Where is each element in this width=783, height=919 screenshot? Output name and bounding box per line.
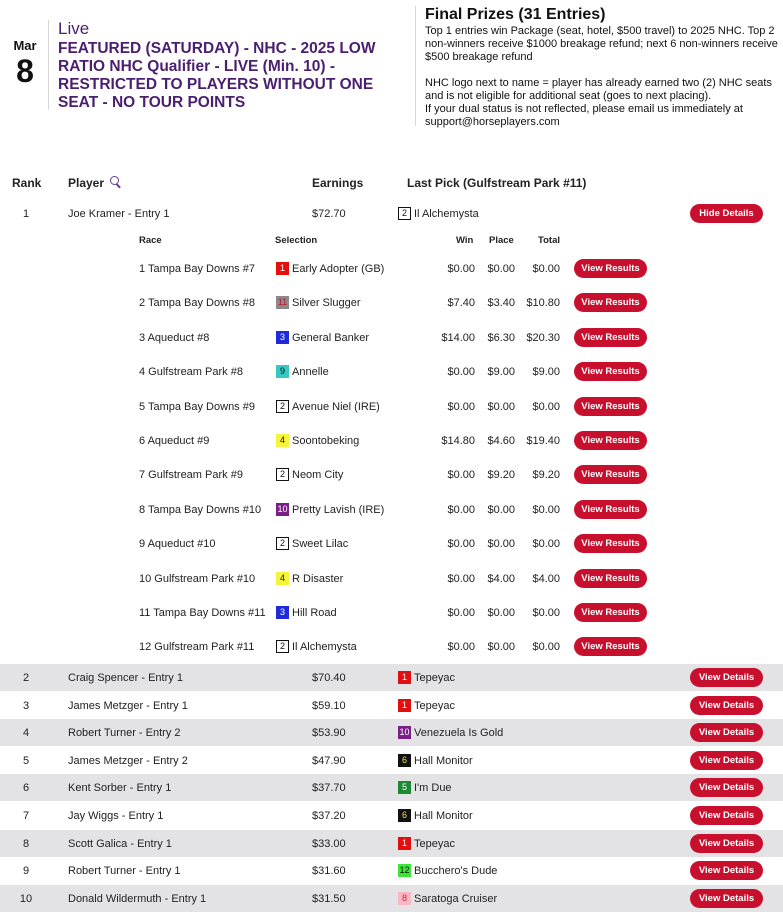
race-name: 4 Gulfstream Park #8	[139, 366, 243, 378]
horse-name: Annelle	[292, 365, 329, 378]
player-name: Robert Turner - Entry 1	[68, 865, 181, 877]
view-results-button[interactable]: View Results	[574, 603, 647, 622]
win-amount: $0.00	[447, 469, 475, 481]
view-results-button[interactable]: View Results	[574, 293, 647, 312]
player-name: Craig Spencer - Entry 1	[68, 672, 183, 684]
race-name: 9 Aqueduct #10	[139, 538, 216, 550]
horse-name: Saratoga Cruiser	[414, 892, 498, 905]
total-amount: $0.00	[532, 641, 560, 653]
win-amount: $14.00	[441, 332, 475, 344]
prizes-description: Top 1 entries win Package (seat, hotel, $500 travel) to 2025 NHC. Top 2 non-winners receive $1000 breakage refund; next 6 non-winners receive $500 breakage refund	[425, 25, 778, 63]
horse-name: General Banker	[292, 331, 370, 344]
horse-name: Tepeyac	[414, 671, 455, 684]
last-pick-cell	[398, 892, 497, 905]
win-amount: $0.00	[447, 573, 475, 585]
race-row	[0, 396, 783, 418]
race-name: 8 Tampa Bay Downs #10	[139, 504, 262, 516]
place-amount: $0.00	[487, 607, 515, 619]
race-name: 11 Tampa Bay Downs #11	[139, 607, 266, 619]
earnings-cell: $33.00	[312, 838, 346, 850]
view-details-button[interactable]: View Details	[690, 668, 763, 687]
last-pick-cell	[398, 699, 455, 712]
total-amount: $20.30	[526, 332, 560, 344]
event-status: Live	[58, 19, 90, 38]
rank-header: Rank	[12, 176, 42, 190]
race-name: 3 Aqueduct #8	[139, 332, 210, 344]
race-name: 1 Tampa Bay Downs #7	[139, 263, 255, 275]
race-name: 7 Gulfstream Park #9	[139, 469, 243, 481]
rank-cell: 8	[22, 838, 30, 850]
total-amount: $9.00	[532, 366, 560, 378]
leaderboard-header	[0, 176, 783, 192]
saddle-cloth-number: 5	[398, 781, 411, 794]
rank-cell: 7	[22, 810, 30, 822]
saddle-cloth-number: 3	[276, 606, 289, 619]
horse-name: Tepeyac	[414, 837, 455, 850]
race-name: 6 Aqueduct #9	[139, 435, 210, 447]
prizes-panel	[425, 6, 780, 129]
race-row	[0, 602, 783, 624]
horse-name: Soontobeking	[292, 434, 360, 447]
place-amount: $9.00	[487, 366, 515, 378]
horse-name: Neom City	[292, 468, 344, 481]
total-amount: $0.00	[532, 538, 560, 550]
earnings-header: Earnings	[312, 176, 364, 190]
table-row	[0, 203, 783, 225]
dual-status-note: If your dual status is not reflected, please email us immediately at support@horseplayers.com	[425, 103, 743, 128]
view-results-button[interactable]: View Results	[574, 431, 647, 450]
saddle-cloth-number: 6	[398, 809, 411, 822]
saddle-cloth-number: 6	[398, 754, 411, 767]
player-name: James Metzger - Entry 2	[68, 755, 188, 767]
event-title: FEATURED (SATURDAY) - NHC - 2025 LOW RATIO NHC Qualifier - LIVE (Min. 10) - RESTRICTED TO PLAYERS WITHOUT ONE SEAT - NO TOUR POINTS	[58, 40, 376, 111]
horse-name: Sweet Lilac	[292, 537, 349, 550]
saddle-cloth-number: 2	[276, 400, 289, 413]
table-row	[0, 692, 783, 719]
view-details-button[interactable]: View Details	[690, 778, 763, 797]
selection-cell	[276, 296, 360, 309]
nhc-logo-note: NHC logo next to name = player has already earned two (2) NHC seats and is not eligible for additional seat (goes to next placing).	[425, 77, 772, 102]
view-details-button[interactable]: View Details	[690, 806, 763, 825]
prizes-title: Final Prizes (31 Entries)	[425, 6, 606, 23]
win-amount: $0.00	[447, 401, 475, 413]
rank-cell: 5	[22, 755, 30, 767]
saddle-cloth-number: 1	[398, 699, 411, 712]
win-header: Win	[456, 235, 474, 246]
player-header	[68, 176, 104, 190]
total-amount: $0.00	[532, 263, 560, 275]
table-row	[0, 719, 783, 746]
rank-cell: 9	[22, 865, 30, 877]
win-amount: $14.80	[441, 435, 475, 447]
view-results-button[interactable]: View Results	[574, 500, 647, 519]
selection-cell	[276, 400, 380, 413]
horse-name: Pretty Lavish (IRE)	[292, 503, 385, 516]
header-divider	[48, 20, 49, 110]
race-name: 10 Gulfstream Park #10	[139, 573, 256, 585]
view-results-button[interactable]: View Results	[574, 328, 647, 347]
race-row	[0, 292, 783, 314]
event-date	[8, 38, 42, 87]
earnings-cell: $72.70	[312, 208, 346, 220]
view-details-button[interactable]: View Details	[690, 834, 763, 853]
view-details-button[interactable]: View Details	[690, 696, 763, 715]
total-amount: $0.00	[532, 607, 560, 619]
place-amount: $9.20	[487, 469, 515, 481]
event-day: 8	[16, 53, 34, 89]
earnings-cell: $31.50	[312, 893, 346, 905]
rank-cell: 4	[22, 727, 30, 739]
last-pick-cell	[398, 726, 503, 739]
earnings-cell: $31.60	[312, 865, 346, 877]
earnings-cell: $53.90	[312, 727, 346, 739]
table-row	[0, 830, 783, 857]
selection-cell	[276, 434, 359, 447]
view-results-button[interactable]: View Results	[574, 362, 647, 381]
earnings-cell: $37.20	[312, 810, 346, 822]
race-row	[0, 327, 783, 349]
player-name: Robert Turner - Entry 2	[68, 727, 181, 739]
view-results-button[interactable]: View Results	[574, 569, 647, 588]
view-details-button[interactable]: View Details	[690, 861, 763, 880]
saddle-cloth-number: 3	[276, 331, 289, 344]
view-results-button[interactable]: View Results	[574, 534, 647, 553]
place-amount: $0.00	[487, 504, 515, 516]
horse-name: Hall Monitor	[414, 754, 473, 767]
table-row	[0, 747, 783, 774]
saddle-cloth-number: 2	[276, 640, 289, 653]
saddle-cloth-number: 1	[276, 262, 289, 275]
table-row	[0, 857, 783, 884]
saddle-cloth-number: 2	[276, 537, 289, 550]
horse-name: Venezuela Is Gold	[414, 726, 504, 739]
place-amount: $4.60	[487, 435, 515, 447]
race-row	[0, 499, 783, 521]
race-name: 2 Tampa Bay Downs #8	[139, 297, 255, 309]
selection-cell	[276, 640, 357, 653]
saddle-cloth-number: 10	[399, 727, 410, 737]
win-amount: $7.40	[447, 297, 475, 309]
table-row	[0, 885, 783, 912]
saddle-cloth-number: 1	[398, 671, 411, 684]
rank-cell: 10	[19, 893, 33, 905]
player-name: Scott Galica - Entry 1	[68, 838, 172, 850]
total-amount: $19.40	[526, 435, 560, 447]
race-name: 12 Gulfstream Park #11	[139, 641, 255, 653]
place-amount: $0.00	[487, 263, 515, 275]
horse-name: Tepeyac	[414, 699, 455, 712]
horse-name: I'm Due	[414, 781, 452, 794]
selection-cell	[276, 365, 329, 378]
race-row	[0, 464, 783, 486]
horse-name: R Disaster	[292, 572, 344, 585]
horse-name: Avenue Niel (IRE)	[292, 400, 380, 413]
earnings-cell: $59.10	[312, 700, 346, 712]
view-results-button[interactable]: View Results	[574, 465, 647, 484]
player-name: Kent Sorber - Entry 1	[68, 782, 172, 794]
selection-cell	[276, 606, 337, 619]
event-month: Mar	[13, 38, 37, 53]
view-details-button[interactable]: View Details	[690, 751, 763, 770]
race-row	[0, 636, 783, 658]
race-row	[0, 568, 783, 590]
place-amount: $4.00	[487, 573, 515, 585]
saddle-cloth-number: 9	[276, 365, 289, 378]
saddle-cloth-number: 4	[276, 572, 289, 585]
saddle-cloth-number: 11	[277, 297, 288, 307]
last-pick-cell	[398, 809, 473, 822]
last-pick-cell	[398, 837, 455, 850]
view-results-button[interactable]: View Results	[574, 397, 647, 416]
win-amount: $0.00	[447, 263, 475, 275]
view-results-button[interactable]: View Results	[574, 637, 647, 656]
view-results-button[interactable]: View Results	[574, 259, 647, 278]
player-header-label: Player	[68, 176, 105, 190]
table-row	[0, 802, 783, 829]
win-amount: $0.00	[447, 641, 475, 653]
place-header: Place	[489, 235, 514, 246]
prizes-divider	[415, 6, 416, 126]
rank-cell: 3	[22, 700, 30, 712]
win-amount: $0.00	[447, 366, 475, 378]
rank-cell: 1	[22, 208, 30, 220]
saddle-cloth-number: 8	[398, 892, 411, 905]
selection-cell	[276, 331, 369, 344]
last-pick-cell	[398, 864, 497, 877]
selection-cell	[276, 537, 348, 550]
horse-name: Hill Road	[292, 606, 337, 619]
saddle-cloth-number: 12	[399, 865, 410, 875]
win-amount: $0.00	[447, 504, 475, 516]
last-pick-cell	[398, 781, 452, 794]
last-pick-cell	[398, 754, 473, 767]
race-name: 5 Tampa Bay Downs #9	[139, 401, 255, 413]
horse-name: Il Alchemysta	[292, 640, 357, 653]
total-header: Total	[538, 235, 560, 246]
race-header: Race	[139, 235, 162, 246]
table-row	[0, 774, 783, 801]
place-amount: $0.00	[487, 538, 515, 550]
event-header	[0, 0, 783, 140]
earnings-cell: $37.70	[312, 782, 346, 794]
player-name: Jay Wiggs - Entry 1	[68, 810, 164, 822]
horse-name: Bucchero's Dude	[414, 864, 498, 877]
total-amount: $10.80	[526, 297, 560, 309]
earnings-cell: $47.90	[312, 755, 346, 767]
race-row	[0, 430, 783, 452]
last-pick-cell	[398, 671, 455, 684]
total-amount: $4.00	[532, 573, 560, 585]
place-amount: $0.00	[487, 641, 515, 653]
player-name: Donald Wildermuth - Entry 1	[68, 893, 207, 905]
total-amount: $0.00	[532, 504, 560, 516]
selection-header: Selection	[275, 235, 318, 246]
selection-cell	[276, 572, 343, 585]
view-details-button[interactable]: View Details	[690, 723, 763, 742]
win-amount: $0.00	[447, 538, 475, 550]
selection-cell	[276, 468, 343, 481]
saddle-cloth-number: 1	[398, 837, 411, 850]
saddle-cloth-number: 10	[277, 504, 288, 514]
rank-cell: 6	[22, 782, 30, 794]
last-pick-cell	[398, 207, 479, 220]
saddle-cloth-number: 2	[276, 468, 289, 481]
search-icon[interactable]	[110, 176, 119, 185]
hide-details-button[interactable]: Hide Details	[690, 204, 763, 223]
view-details-button[interactable]: View Details	[690, 889, 763, 908]
rank-cell: 2	[22, 672, 30, 684]
race-row	[0, 258, 783, 280]
table-row	[0, 664, 783, 691]
selection-cell	[276, 262, 384, 275]
place-amount: $6.30	[487, 332, 515, 344]
player-name: Joe Kramer - Entry 1	[68, 208, 170, 220]
race-row	[0, 361, 783, 383]
horse-name: Il Alchemysta	[414, 207, 479, 220]
race-row	[0, 533, 783, 555]
saddle-cloth-number: 4	[276, 434, 289, 447]
horse-name: Early Adopter (GB)	[292, 262, 385, 275]
earnings-cell: $70.40	[312, 672, 346, 684]
saddle-cloth-number: 2	[398, 207, 411, 220]
place-amount: $3.40	[487, 297, 515, 309]
win-amount: $0.00	[447, 607, 475, 619]
place-amount: $0.00	[487, 401, 515, 413]
selection-cell	[276, 503, 384, 516]
player-name: James Metzger - Entry 1	[68, 700, 188, 712]
total-amount: $0.00	[532, 401, 560, 413]
total-amount: $9.20	[532, 469, 560, 481]
horse-name: Silver Slugger	[292, 296, 361, 309]
last-pick-header: Last Pick (Gulfstream Park #11)	[407, 176, 587, 190]
horse-name: Hall Monitor	[414, 809, 473, 822]
